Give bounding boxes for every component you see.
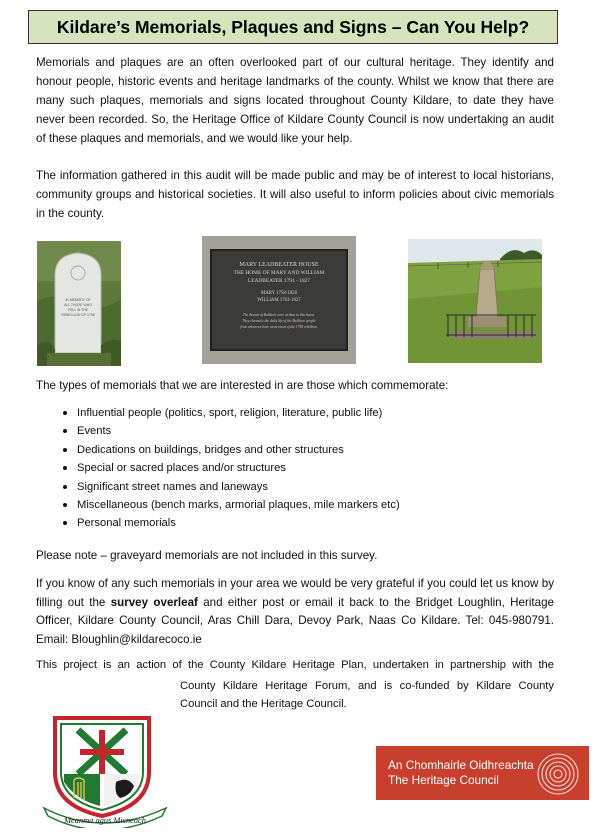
- stone-inscription-line: ALL THOSE WHO: [64, 303, 92, 307]
- plaque-inscription-line: They chronicle the daily life of the Ballitore people: [242, 319, 316, 323]
- plaque-photo: [202, 236, 356, 364]
- graveyard-note: Please note – graveyard memorials are not included in this survey.: [36, 549, 378, 562]
- plaque-inscription-line: WILLIAM 1763-1827: [257, 298, 301, 303]
- list-item: Significant street names and laneways: [36, 478, 400, 496]
- survey-overleaf-emphasis: survey overleaf: [110, 595, 198, 609]
- list-item: Special or sacred places and/or structures: [36, 459, 400, 477]
- plaque-inscription-line: MARY LEADBEATER HOUSE: [239, 262, 319, 268]
- heritage-council-english-name: The Heritage Council: [388, 773, 499, 787]
- project-statement-line2: County Kildare Heritage Forum, and is co-funded by Kildare County Council and the Heritage Council.: [180, 680, 554, 710]
- heritage-council-logo: [376, 746, 589, 800]
- crest-motto: Meanma agus Misneach: [64, 816, 146, 825]
- stone-inscription-line: REBELLION OF 1798: [61, 313, 95, 317]
- plaque-inscription-line: LEADBEATER 1791 - 1827: [247, 278, 311, 284]
- plaque-inscription-line: The Annals of Ballitore were written in this house.: [242, 313, 316, 317]
- project-statement-line1: This project is an action of the County Kildare Heritage Plan, undertaken in partnership with the: [36, 659, 554, 671]
- heritage-council-irish-name: An Chomhairle Oidhreachta: [388, 758, 534, 772]
- types-intro-text: The types of memorials that we are interested in are those which commemorate:: [36, 379, 449, 392]
- stone-inscription-line: FELL IN THE: [68, 308, 88, 312]
- heritage-council-wordmark: [388, 758, 534, 788]
- plaque-inscription-line: MARY 1758-1826: [261, 291, 297, 296]
- title-banner: [28, 10, 558, 44]
- memorial-types-list: [36, 404, 400, 533]
- contact-paragraph: [36, 575, 554, 649]
- kildare-crest-logo: [38, 716, 172, 828]
- contact-details: and either post or email it back to the Bridget Loughlin, Heritage Officer, Kildare County Council, Aras Chill Dara, Devoy Park, Naas Co Kildare. Tel: 045-980791. Email: Bloughlin@kildarecoco.ie: [36, 595, 554, 646]
- obelisk-photo: [408, 239, 542, 363]
- fingerprint-icon: [536, 752, 580, 796]
- list-item: Events: [36, 422, 400, 440]
- list-item: Personal memorials: [36, 514, 400, 532]
- plaque-inscription-line: THE HOME OF MARY AND WILLIAM: [233, 270, 325, 276]
- list-item: Dedications on buildings, bridges and other structures: [36, 441, 400, 459]
- memorial-stone-photo: [37, 241, 121, 366]
- contact-text: If you know of any such memorials in your area we would be very grateful if you could let us know by filling out the: [36, 577, 554, 609]
- plaque-inscription-line: from whom we have an account of the 1798 rebellion.: [240, 325, 318, 329]
- stone-inscription-line: IN MEMORY OF: [65, 298, 91, 302]
- page-title: Kildare’s Memorials, Plaques and Signs – Can You Help?: [56, 16, 530, 37]
- intro-paragraph: Memorials and plaques are an often overlooked part of our cultural heritage. They identify and honour people, historic events and heritage landmarks of the county. Whilst we know that there are many such plaques, memorials and signs located throughout County Kildare, to date they have never been recorded. So, the Heritage Office of Kildare County Council is now undertaking an audit of these plaques and memorials, and we would like your help.: [36, 56, 554, 145]
- list-item: Influential people (politics, sport, religion, literature, public life): [36, 404, 400, 422]
- information-paragraph: The information gathered in this audit will be made public and may be of interest to local historians, community groups and historical societies. It will also useful to inform policies about civic memorials in the county.: [36, 169, 554, 220]
- list-item: Miscellaneous (bench marks, armorial plaques, mile markers etc): [36, 496, 400, 514]
